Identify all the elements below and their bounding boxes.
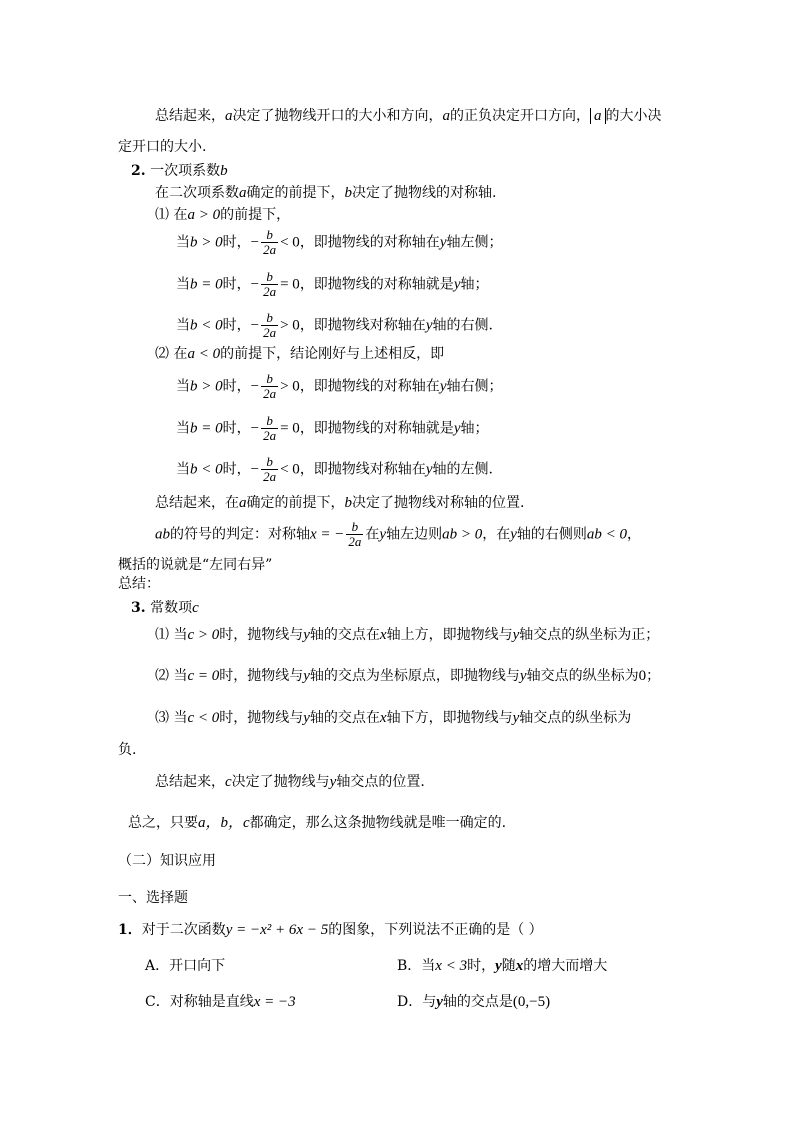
text: 的正负决定开口方向， bbox=[450, 108, 590, 124]
text: 当 bbox=[176, 461, 190, 478]
text: ，即抛物线的对称轴就是 bbox=[299, 276, 454, 293]
text: 轴交点的位置. bbox=[336, 774, 425, 790]
var-x: x bbox=[379, 710, 387, 726]
text: 决定了抛物线对称轴的位置. bbox=[352, 495, 525, 511]
fraction-b-over-2a bbox=[261, 414, 278, 443]
item-label: ⑵ bbox=[155, 346, 169, 362]
var-y: y bbox=[436, 994, 443, 1010]
var-a: a bbox=[225, 108, 233, 124]
sign-rule bbox=[155, 520, 641, 549]
item-label: ⑴ bbox=[155, 207, 169, 223]
section3-item-1 bbox=[155, 625, 659, 645]
var-y: y bbox=[512, 710, 520, 726]
section-number: 2. bbox=[131, 163, 146, 179]
summary-label: 总结： bbox=[118, 576, 160, 592]
option-c[interactable] bbox=[145, 992, 296, 1012]
option-b[interactable] bbox=[397, 956, 607, 976]
text: 当 bbox=[176, 317, 190, 334]
heading-application: （二）知识应用 bbox=[118, 853, 216, 869]
case1-row-3 bbox=[176, 311, 493, 340]
var-a: a bbox=[594, 108, 602, 124]
numerator: b bbox=[261, 228, 278, 243]
var-y: y bbox=[425, 317, 433, 334]
text: 轴的右侧则 bbox=[516, 526, 587, 543]
text: 在 bbox=[365, 526, 380, 543]
fraction-b-over-2a bbox=[261, 372, 278, 401]
text: 轴交点的纵坐标为正； bbox=[519, 627, 660, 643]
text: 随 bbox=[501, 958, 516, 974]
var-y: y bbox=[512, 627, 520, 643]
fraction-b-over-2a bbox=[261, 228, 278, 257]
text: ， bbox=[627, 526, 641, 543]
text: 总之，只要 bbox=[128, 815, 198, 831]
text: 决定了抛物线开口的大小和方向， bbox=[232, 108, 443, 124]
var-y: y bbox=[519, 668, 527, 684]
text: 时， bbox=[222, 378, 251, 395]
text: 确定的前提下， bbox=[246, 185, 345, 201]
text: ； bbox=[646, 668, 661, 684]
text: 的符号的判定：对称轴 bbox=[170, 526, 310, 543]
option-label: C． bbox=[145, 994, 170, 1010]
minus-sign: − bbox=[250, 317, 260, 334]
text: 总结起来， bbox=[155, 108, 225, 124]
condition: b = 0 bbox=[190, 276, 223, 293]
numerator: b bbox=[261, 372, 278, 387]
section3-summary bbox=[155, 772, 425, 792]
text: 常数项 bbox=[150, 600, 193, 616]
section-number: 3. bbox=[131, 600, 146, 616]
text: 时，抛物线与 bbox=[219, 627, 304, 643]
text: 的图象，下列说法不正确的是（ ） bbox=[328, 922, 543, 938]
condition: b > 0 bbox=[190, 378, 223, 395]
var-a: a bbox=[239, 495, 247, 511]
minus-sign: − bbox=[250, 420, 260, 437]
section3-title bbox=[131, 598, 199, 618]
text: ，即抛物线的对称轴在 bbox=[299, 234, 440, 251]
var-y: y bbox=[303, 668, 310, 684]
item-label: ⑴ bbox=[155, 627, 169, 643]
option-d[interactable] bbox=[397, 992, 550, 1012]
text: 的增大而增大 bbox=[523, 958, 608, 974]
text: 时，抛物线与 bbox=[219, 710, 304, 726]
option-text: 对称轴是直线 bbox=[169, 994, 254, 1010]
var-b: b bbox=[344, 495, 352, 511]
text: 当 bbox=[421, 958, 436, 974]
text: 当 bbox=[176, 378, 190, 395]
condition: x < 3 bbox=[435, 958, 468, 974]
condition: c > 0 bbox=[187, 627, 220, 643]
numerator: b bbox=[261, 414, 278, 429]
minus-sign: − bbox=[250, 234, 260, 251]
case1-heading bbox=[155, 205, 290, 225]
text: 在 bbox=[173, 207, 188, 223]
condition: a < 0 bbox=[187, 346, 221, 362]
text: 当 bbox=[176, 420, 190, 437]
text: 总结起来，在 bbox=[155, 495, 239, 511]
var-y: y bbox=[439, 234, 447, 251]
option-label: D． bbox=[397, 994, 423, 1010]
text: 一次项系数 bbox=[150, 163, 221, 179]
minus-sign: − bbox=[250, 378, 260, 395]
text: 轴； bbox=[460, 276, 489, 293]
case2-heading bbox=[155, 344, 444, 364]
option-label: B． bbox=[397, 958, 422, 974]
sign-rule-line2: 概括的说就是“左同右异” bbox=[118, 557, 273, 573]
text: 时， bbox=[222, 276, 251, 293]
text: 都确定，那么这条抛物线就是唯一确定的. bbox=[249, 815, 507, 831]
denominator: 2a bbox=[263, 386, 277, 401]
text: 的大小决 bbox=[605, 108, 662, 124]
var-c: c bbox=[192, 600, 199, 616]
var-y: y bbox=[425, 461, 433, 478]
denominator: 2a bbox=[263, 284, 277, 299]
minus-sign: − bbox=[250, 276, 260, 293]
text: 轴的右侧. bbox=[432, 317, 493, 334]
var-y: y bbox=[303, 710, 310, 726]
vars-abc: a，b，c bbox=[198, 815, 250, 831]
condition: a > 0 bbox=[187, 207, 221, 223]
var-a: a bbox=[442, 108, 450, 124]
var-c: c bbox=[225, 774, 232, 790]
case2-row-1 bbox=[176, 372, 502, 401]
fraction-b-over-2a bbox=[346, 520, 363, 549]
text: 轴左侧； bbox=[446, 234, 503, 251]
section3-item-2 bbox=[155, 666, 660, 686]
var-y: y bbox=[453, 276, 461, 293]
denominator: 2a bbox=[263, 325, 277, 340]
text: 当 bbox=[176, 234, 190, 251]
text: 对于二次函数 bbox=[141, 922, 226, 938]
denominator: 2a bbox=[263, 428, 277, 443]
section2-intro bbox=[155, 183, 496, 203]
var-ab: ab bbox=[155, 526, 170, 543]
case2-row-2 bbox=[176, 414, 488, 443]
relation: < 0 bbox=[280, 234, 300, 251]
fraction-b-over-2a bbox=[261, 311, 278, 340]
numerator: b bbox=[346, 520, 363, 535]
math-expression: x = −3 bbox=[253, 994, 296, 1010]
summary-b bbox=[155, 493, 524, 513]
item-label: ⑵ bbox=[155, 668, 169, 684]
relation: = 0 bbox=[280, 276, 300, 293]
text: 轴的左侧. bbox=[432, 461, 493, 478]
var-y: y bbox=[495, 958, 502, 974]
text: 当 bbox=[176, 276, 190, 293]
var-y: y bbox=[379, 526, 387, 543]
var-y: y bbox=[329, 774, 337, 790]
var-a: a bbox=[239, 185, 247, 201]
var-b: b bbox=[220, 163, 228, 179]
text: 轴； bbox=[460, 420, 489, 437]
relation: > 0 bbox=[280, 317, 300, 334]
item-label: ⑶ bbox=[155, 710, 169, 726]
conclusion bbox=[128, 813, 506, 833]
text: 时， bbox=[222, 461, 251, 478]
var-y: y bbox=[439, 378, 447, 395]
axis-equation: x = − bbox=[310, 526, 345, 543]
text: 决定了抛物线的对称轴. bbox=[352, 185, 497, 201]
text: 在二次项系数 bbox=[155, 185, 239, 201]
var-y: y bbox=[453, 420, 461, 437]
condition: b > 0 bbox=[190, 234, 223, 251]
text: 当 bbox=[173, 627, 188, 643]
case2-row-3 bbox=[176, 455, 493, 484]
text: ，即抛物线对称轴在 bbox=[299, 461, 426, 478]
text: 时， bbox=[222, 317, 251, 334]
condition: c < 0 bbox=[187, 710, 220, 726]
text: 当 bbox=[173, 710, 188, 726]
option-text: 开口向下 bbox=[169, 958, 226, 974]
section2-title bbox=[131, 161, 228, 181]
text: 轴左边则 bbox=[386, 526, 443, 543]
fraction-b-over-2a bbox=[261, 270, 278, 299]
text: 确定的前提下， bbox=[246, 495, 345, 511]
text: 在 bbox=[173, 346, 188, 362]
text: ，在 bbox=[482, 526, 511, 543]
text: 轴的交点在 bbox=[309, 710, 380, 726]
condition: b < 0 bbox=[190, 317, 223, 334]
text: 轴的交点在 bbox=[309, 627, 380, 643]
denominator: 2a bbox=[263, 469, 277, 484]
text: 轴交点的纵坐标为 bbox=[526, 668, 639, 684]
fraction-b-over-2a bbox=[261, 455, 278, 484]
text: 的前提下，结论刚好与上述相反，即 bbox=[220, 346, 445, 362]
text: 与 bbox=[422, 994, 437, 1010]
var-b: b bbox=[344, 185, 352, 201]
relation: < 0 bbox=[280, 461, 300, 478]
condition: b < 0 bbox=[190, 461, 223, 478]
condition: b = 0 bbox=[190, 420, 223, 437]
relation: > 0 bbox=[280, 378, 300, 395]
numerator: b bbox=[261, 455, 278, 470]
denominator: 2a bbox=[263, 242, 277, 257]
var-x: x bbox=[515, 958, 524, 974]
condition: c = 0 bbox=[187, 668, 220, 684]
text: ，即抛物线对称轴在 bbox=[299, 317, 426, 334]
question-1 bbox=[118, 920, 543, 940]
section3-item-3 bbox=[155, 708, 631, 728]
option-a[interactable] bbox=[145, 956, 225, 976]
option-label: A． bbox=[145, 958, 170, 974]
var-x: x bbox=[379, 627, 387, 643]
relation: = 0 bbox=[280, 420, 300, 437]
text: 时， bbox=[467, 958, 496, 974]
text: 轴交点的纵坐标为 bbox=[519, 710, 632, 726]
abs-a bbox=[590, 108, 606, 124]
text: 的前提下， bbox=[220, 207, 291, 223]
section3-item-3-line2: 负. bbox=[118, 742, 137, 758]
text: 轴下方，即抛物线与 bbox=[386, 710, 513, 726]
text: 总结起来， bbox=[155, 774, 225, 790]
heading-choice: 一、选择题 bbox=[118, 890, 188, 906]
numerator: b bbox=[261, 311, 278, 326]
summary-a-line1 bbox=[155, 106, 662, 126]
text: 轴右侧； bbox=[446, 378, 503, 395]
denominator: 2a bbox=[348, 534, 362, 549]
text: 时，抛物线与 bbox=[219, 668, 304, 684]
text: ，即抛物线的对称轴就是 bbox=[299, 420, 454, 437]
var-y: y bbox=[510, 526, 517, 543]
var-y: y bbox=[303, 627, 310, 643]
text: 轴的交点是 bbox=[442, 994, 513, 1010]
text: 当 bbox=[173, 668, 188, 684]
condition: ab > 0 bbox=[442, 526, 483, 543]
case1-row-2 bbox=[176, 270, 488, 299]
text: ，即抛物线的对称轴在 bbox=[299, 378, 440, 395]
condition: ab < 0 bbox=[586, 526, 627, 543]
case1-row-1 bbox=[176, 228, 502, 257]
function-expression: y = −x² + 6x − 5 bbox=[225, 922, 329, 938]
zero: 0 bbox=[638, 668, 647, 684]
text: 轴上方，即抛物线与 bbox=[386, 627, 513, 643]
text: 时， bbox=[222, 420, 251, 437]
math-expression: (0,−5) bbox=[512, 994, 551, 1010]
numerator: b bbox=[261, 270, 278, 285]
text: 时， bbox=[222, 234, 251, 251]
summary-a-line2: 定开口的大小. bbox=[118, 139, 207, 155]
question-number: 1． bbox=[118, 922, 142, 938]
text: 轴的交点为坐标原点，即抛物线与 bbox=[309, 668, 520, 684]
minus-sign: − bbox=[250, 461, 260, 478]
text: 决定了抛物线与 bbox=[231, 774, 330, 790]
